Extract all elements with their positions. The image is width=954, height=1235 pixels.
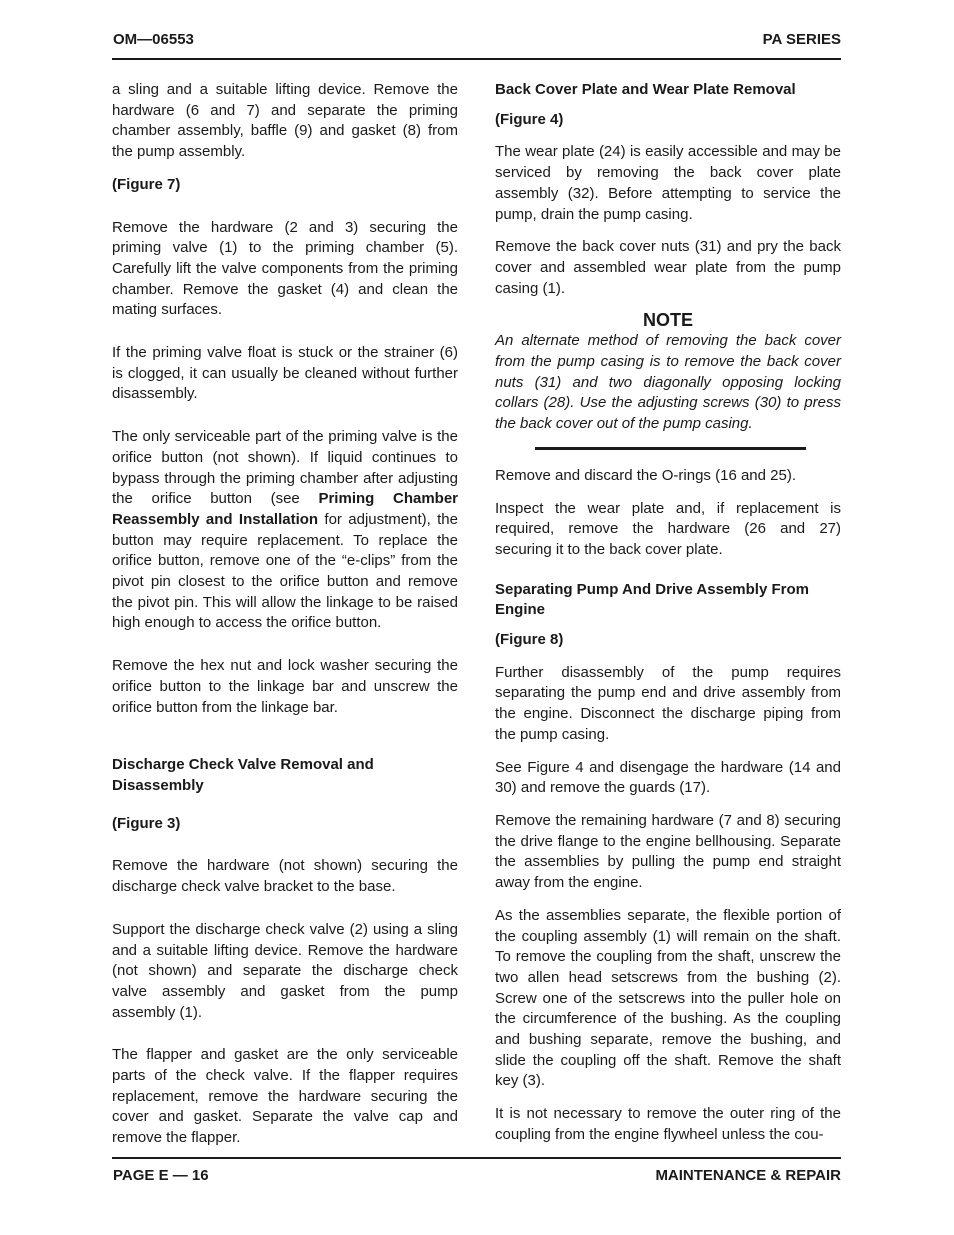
- paragraph: a sling and a suitable lifting device. Remove the hardware (6 and 7) and separate the priming chamber assembly, baffle (9) and gasket (8) from the pump assembly.: [112, 81, 458, 161]
- paragraph: Remove the back cover nuts (31) and pry the back cover and assembled wear plate from the pump casing (1).: [495, 238, 841, 297]
- paragraph: If the priming valve float is stuck or the strainer (6) is clogged, it can usually be cleaned without further disassembly.: [112, 344, 458, 403]
- note-body: An alternate method of removing the back cover from the pump casing is to remove the back cover nuts (31) and two diagonally opposing locking collars (28). Use the adjusting screws (30) to press the back cover out of the pump casing.: [495, 332, 841, 433]
- cross-reference: Priming Chamber Reassembly and Installation: [112, 490, 459, 528]
- section-heading: Back Cover Plate and Wear Plate Removal: [495, 81, 796, 98]
- note-rule: [535, 447, 806, 450]
- section-heading: Separating Pump And Drive Assembly From Engine: [495, 580, 809, 619]
- figure-reference: (Figure 3): [112, 814, 181, 832]
- paragraph: Remove the hex nut and lock washer securing the orifice button to the linkage bar and unscrew the orifice button from the linkage bar.: [112, 657, 458, 716]
- paragraph: As the assemblies separate, the flexible portion of the coupling assembly (1) will remain on the shaft. To remove the coupling from the shaft, unscrew the two allen head setscrews from the bushing (2). Screw one of the setscrews into the puller hole on the circumference of the bushing. As the coupling and bushing separate, remove the bushing, and slide the coupling off the shaft. Remove the shaft key (3).: [495, 906, 841, 1090]
- paragraph: The flapper and gasket are the only serviceable parts of the check valve. If the flapper requires replacement, remove the hardware securing the cover and gasket. Separate the valve cap and remove the flapper.: [112, 1046, 458, 1147]
- page-number: PAGE E — 16: [113, 1167, 209, 1184]
- paragraph: Further disassembly of the pump requires separating the pump end and drive assembly from the engine. Disconnect the discharge piping from the pump casing.: [495, 663, 841, 743]
- paragraph: Remove the hardware (not shown) securing the discharge check valve bracket to the base.: [112, 857, 458, 896]
- paragraph: Inspect the wear plate and, if replacement is required, remove the hardware (26 and 27) securing it to the back cover plate.: [495, 499, 841, 558]
- note-title: NOTE: [642, 310, 693, 331]
- series-name: PA SERIES: [762, 31, 841, 48]
- paragraph: It is not necessary to remove the outer ring of the coupling from the engine flywheel unless the cou-: [495, 1105, 841, 1143]
- figure-reference: (Figure 4): [495, 110, 564, 128]
- section-name: MAINTENANCE & REPAIR: [655, 1167, 841, 1184]
- footer-rule: [112, 1157, 841, 1159]
- paragraph: See Figure 4 and disengage the hardware (14 and 30) and remove the guards (17).: [495, 758, 841, 797]
- left-column: [112, 80, 458, 1149]
- right-column: [495, 80, 841, 1146]
- document-number: OM—06553: [113, 31, 194, 48]
- paragraph: Remove the hardware (2 and 3) securing the priming valve (1) to the priming chamber (5). Carefully lift the valve components from the priming chamber. Remove the gasket (4) and clean the mating surfaces.: [112, 218, 458, 319]
- figure-reference: (Figure 7): [112, 175, 181, 193]
- paragraph: Support the discharge check valve (2) using a sling and a suitable lifting device. Remove the hardware (not shown) and separate the discharge check valve assembly and gasket from the pump assembly (1).: [112, 920, 458, 1021]
- paragraph: Remove the remaining hardware (7 and 8) securing the drive flange to the engine bellhousing. Separate the assemblies by pulling the pump end straight away from the engine.: [495, 811, 841, 892]
- figure-reference: (Figure 8): [495, 631, 564, 649]
- paragraph: Remove and discard the O-rings (16 and 25).: [495, 466, 796, 484]
- paragraph: The wear plate (24) is easily accessible and may be serviced by removing the back cover plate assembly (32). Before attempting to service the pump, drain the pump casing.: [495, 143, 841, 223]
- paragraph: The only serviceable part of the priming valve is the orifice button (not shown). If liquid continues to bypass through the priming chamber after adjusting the orifice button (see Priming Chamber Reassembly and Installation for adjustment), the button may require replacement. To replace the orifice button, remove one of the “e-clips” from the pivot pin closest to the orifice button and remove the pivot pin. This will allow the linkage to be raised high enough to access the orifice button.: [112, 428, 459, 632]
- header-rule: [112, 58, 841, 60]
- section-heading: Discharge Check Valve Removal and Disassembly: [112, 756, 374, 794]
